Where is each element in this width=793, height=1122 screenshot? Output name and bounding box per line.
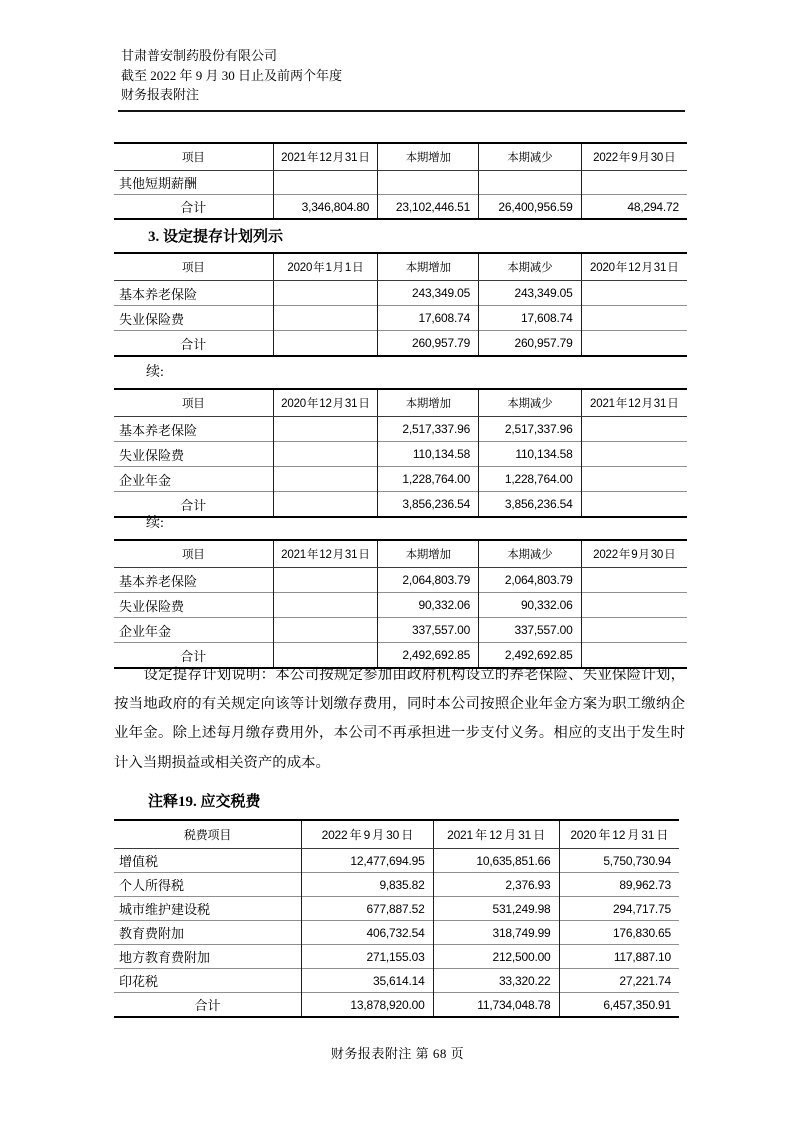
table-row — [114, 171, 687, 195]
column-header: 项目 — [114, 540, 273, 568]
column-header: 2021 年 12 月 31 日 — [273, 540, 378, 568]
column-header: 2021 年 12 月 31 日 — [273, 143, 378, 171]
row-label: 失业保险费 — [114, 442, 273, 467]
cell-value — [581, 467, 687, 492]
table-row — [114, 281, 687, 306]
row-label: 基本养老保险 — [119, 286, 198, 302]
row-label: 印花税 — [114, 969, 302, 993]
column-header: 2022 年 9 月 30 日 — [302, 820, 434, 849]
cell-value: 110,134.58 — [378, 442, 479, 467]
table-row — [114, 849, 679, 873]
table-header-row — [114, 253, 687, 281]
cell-value: 33,320.22 — [433, 969, 559, 993]
cell-value — [273, 442, 378, 467]
defined-contribution-2022-table — [114, 539, 687, 669]
cell-value: 9,835.82 — [302, 873, 434, 897]
column-header: 2022 年 9 月 30 日 — [581, 540, 687, 568]
document-header — [121, 46, 342, 105]
column-header: 本期减少 — [479, 389, 581, 417]
column-header: 项目 — [114, 143, 273, 171]
table-row — [114, 306, 687, 331]
cell-value: 5,750,730.94 — [559, 849, 679, 873]
table-row — [114, 921, 679, 945]
column-header: 本期减少 — [479, 143, 581, 171]
cell-value — [581, 492, 687, 518]
table-header-row — [114, 143, 687, 171]
cell-value — [273, 568, 378, 593]
cell-value: 12,477,694.95 — [302, 849, 434, 873]
row-label: 合计 — [114, 195, 273, 220]
cell-value — [581, 568, 687, 593]
cell-value: 260,957.79 — [378, 331, 479, 357]
row-label: 企业年金 — [114, 467, 273, 492]
total-row — [114, 993, 679, 1018]
table-row — [114, 873, 679, 897]
cell-value: 117,887.10 — [559, 945, 679, 969]
defined-contribution-2020-table — [114, 252, 687, 357]
table-row — [114, 568, 687, 593]
table-row — [114, 417, 687, 442]
cell-value: 2,064,803.79 — [378, 568, 479, 593]
column-header: 项目 — [114, 389, 273, 417]
cell-value — [273, 618, 378, 643]
row-label: 合计 — [114, 643, 273, 669]
total-row — [114, 331, 687, 357]
plan-description-paragraph: 设定提存计划说明：本公司按规定参加由政府机构设立的养老保险、失业保险计划，按当地政府的有关规定向该等计划缴存费用，同时本公司按照企业年金方案为职工缴纳企业年金。除上述每月缴存费用外，本公司不再承担进一步支付义务。相应的支出于发生时计入当期损益或相关资产的成本。 — [114, 667, 685, 771]
cell-value: 271,155.03 — [302, 945, 434, 969]
row-label: 失业保险费 — [114, 593, 273, 618]
column-header: 2020 年 12 月 31 日 — [581, 253, 687, 281]
cell-value — [378, 171, 479, 195]
cell-value: 337,557.00 — [378, 618, 479, 643]
continued-label-2: 续: — [146, 516, 164, 531]
cell-value: 243,349.05 — [378, 281, 479, 306]
column-header: 本期减少 — [479, 253, 581, 281]
cell-value — [581, 417, 687, 442]
column-header: 2021 年 12 月 31 日 — [581, 389, 687, 417]
cell-value: 1,228,764.00 — [479, 467, 581, 492]
cell-value: 90,332.06 — [479, 593, 581, 618]
cell-value — [273, 306, 378, 331]
cell-value: 27,221.74 — [559, 969, 679, 993]
cell-value: 2,376.93 — [433, 873, 559, 897]
row-label: 教育费附加 — [114, 921, 302, 945]
cell-value — [273, 281, 378, 306]
company-name: 甘肃普安制药股份有限公司 — [121, 48, 278, 63]
total-row — [114, 492, 687, 518]
table-row — [114, 969, 679, 993]
table-header-row — [114, 540, 687, 568]
section-heading-defined-contribution: 3. 设定提存计划列示 — [148, 229, 284, 245]
report-period: 截至 2022 年 9 月 30 日止及前两个年度 — [121, 67, 343, 83]
cell-value: 26,400,956.59 — [479, 195, 581, 220]
column-header: 本期增加 — [378, 389, 479, 417]
row-label: 合计 — [114, 492, 273, 518]
cell-value: 1,228,764.00 — [378, 467, 479, 492]
row-label: 城市维护建设税 — [114, 897, 302, 921]
table-row — [114, 442, 687, 467]
cell-value: 6,457,350.91 — [559, 993, 679, 1018]
table-header-row — [114, 389, 687, 417]
cell-value: 90,332.06 — [378, 593, 479, 618]
header-divider-line — [118, 110, 685, 112]
cell-value: 2,492,692.85 — [378, 643, 479, 669]
column-header: 2020 年 12 月 31 日 — [559, 820, 679, 849]
column-header: 本期增加 — [378, 253, 479, 281]
defined-contribution-2021-table — [114, 388, 687, 518]
cell-value: 13,878,920.00 — [302, 993, 434, 1018]
cell-value — [273, 593, 378, 618]
cell-value — [273, 171, 378, 195]
cell-value: 110,134.58 — [479, 442, 581, 467]
continued-label-1: 续: — [146, 365, 164, 380]
cell-value: 3,856,236.54 — [479, 492, 581, 518]
row-label: 基本养老保险 — [119, 422, 198, 438]
cell-value: 2,517,337.96 — [479, 417, 581, 442]
row-label: 合计 — [114, 331, 273, 357]
column-header: 本期减少 — [479, 540, 581, 568]
row-label: 合计 — [114, 993, 302, 1018]
cell-value: 294,717.75 — [559, 897, 679, 921]
cell-value: 3,856,236.54 — [378, 492, 479, 518]
table-row — [114, 897, 679, 921]
cell-value: 337,557.00 — [479, 618, 581, 643]
cell-value — [581, 281, 687, 306]
row-label: 其他短期薪酬 — [119, 176, 198, 191]
cell-value — [581, 442, 687, 467]
cell-value: 2,064,803.79 — [479, 568, 581, 593]
row-label: 基本养老保险 — [119, 573, 198, 589]
cell-value — [581, 593, 687, 618]
cell-value: 3,346,804.80 — [273, 195, 378, 220]
column-header: 2021 年 12 月 31 日 — [433, 820, 559, 849]
cell-value — [273, 467, 378, 492]
taxes-payable-table — [114, 819, 679, 1018]
column-header: 2020 年 12 月 31 日 — [273, 389, 378, 417]
cell-value: 89,962.73 — [559, 873, 679, 897]
cell-value — [479, 171, 581, 195]
cell-value — [273, 492, 378, 518]
section-heading-taxes-payable: 注释19. 应交税费 — [148, 794, 261, 810]
column-header: 2022 年 9 月 30 日 — [581, 143, 687, 171]
cell-value: 48,294.72 — [581, 195, 687, 220]
table-header-row — [114, 820, 679, 849]
row-label: 地方教育费附加 — [114, 945, 302, 969]
cell-value: 677,887.52 — [302, 897, 434, 921]
row-label: 个人所得税 — [114, 873, 302, 897]
table-row — [114, 618, 687, 643]
short-term-compensation-table — [114, 142, 687, 220]
cell-value: 243,349.05 — [479, 281, 581, 306]
cell-value: 17,608.74 — [479, 306, 581, 331]
column-header: 2020 年 1 月 1 日 — [273, 253, 378, 281]
column-header: 项目 — [114, 253, 273, 281]
column-header: 税费项目 — [114, 820, 302, 849]
page-footer-text: 财务报表附注 第 68 页 — [330, 1046, 465, 1061]
cell-value: 10,635,851.66 — [433, 849, 559, 873]
cell-value: 35,614.14 — [302, 969, 434, 993]
cell-value — [581, 331, 687, 357]
column-header: 本期增加 — [378, 143, 479, 171]
column-header: 本期增加 — [378, 540, 479, 568]
cell-value: 318,749.99 — [433, 921, 559, 945]
cell-value: 406,732.54 — [302, 921, 434, 945]
cell-value: 11,734,048.78 — [433, 993, 559, 1018]
cell-value — [581, 171, 687, 195]
row-label: 企业年金 — [114, 618, 273, 643]
cell-value: 176,830.65 — [559, 921, 679, 945]
row-label: 失业保险费 — [114, 306, 273, 331]
table-row — [114, 945, 679, 969]
cell-value: 531,249.98 — [433, 897, 559, 921]
cell-value — [273, 331, 378, 357]
cell-value: 212,500.00 — [433, 945, 559, 969]
row-label: 增值税 — [119, 854, 159, 869]
cell-value — [581, 618, 687, 643]
cell-value: 17,608.74 — [378, 306, 479, 331]
total-row — [114, 195, 687, 220]
cell-value: 2,517,337.96 — [378, 417, 479, 442]
cell-value — [581, 306, 687, 331]
cell-value — [273, 417, 378, 442]
document-type: 财务报表附注 — [121, 87, 200, 102]
table-row — [114, 467, 687, 492]
cell-value: 260,957.79 — [479, 331, 581, 357]
cell-value: 23,102,446.51 — [378, 195, 479, 220]
table-row — [114, 593, 687, 618]
cell-value: 2,492,692.85 — [479, 643, 581, 669]
